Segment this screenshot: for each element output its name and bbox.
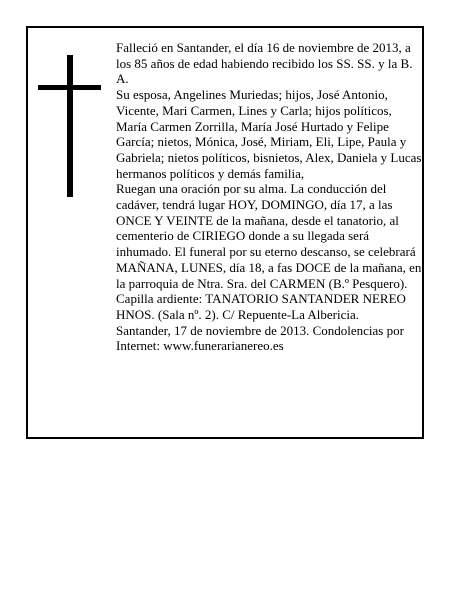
cross-horizontal-bar xyxy=(38,85,101,90)
funeral-details: Ruegan una oración por su alma. La conducción del cadáver, tendrá lugar HOY, DOMINGO, día 17, a las ONCE Y VEINTE de la mañana, desde el tanatorio, al cementerio de CIRIEGO donde a su llegada será inhumado. El funeral por su eterno descanso, se celebrará MAÑANA, LUNES, día 18, a fas DOCE de la mañana, en la parroquia de Ntra. Sra. del CARMEN (B.º Pesquero). Capilla ardiente: TANATORIO SANTANDER NEREO HNOS. (Sala nº. 2). C/ Repuente-La Albericia. xyxy=(116,181,422,322)
cross-vertical-bar xyxy=(67,55,73,197)
death-announcement: Falleció en Santander, el día 16 de noviembre de 2013, a los 85 años de edad habiendo recibido los SS. SS. y la B. A. xyxy=(116,40,413,87)
family-list: Su esposa, Angelines Muriedas; hijos, José Antonio, Vicente, Mari Carmen, Lines y Carla; hijos políticos, María Carmen Zorrilla, María José Hurtado y Felipe García; nietos, Mónica, José, Miriam, Eli, Lipe, Paula y Gabriela; nietos políticos, bisnietos, Alex, Daniela y Lucas; hermanos políticos y demás familia, xyxy=(116,87,426,181)
notice-text xyxy=(116,40,426,354)
obituary-notice xyxy=(26,26,424,439)
date-and-condolences: Santander, 17 de noviembre de 2013. Condolencias por Internet: www.funerarianereo.es xyxy=(116,322,404,354)
